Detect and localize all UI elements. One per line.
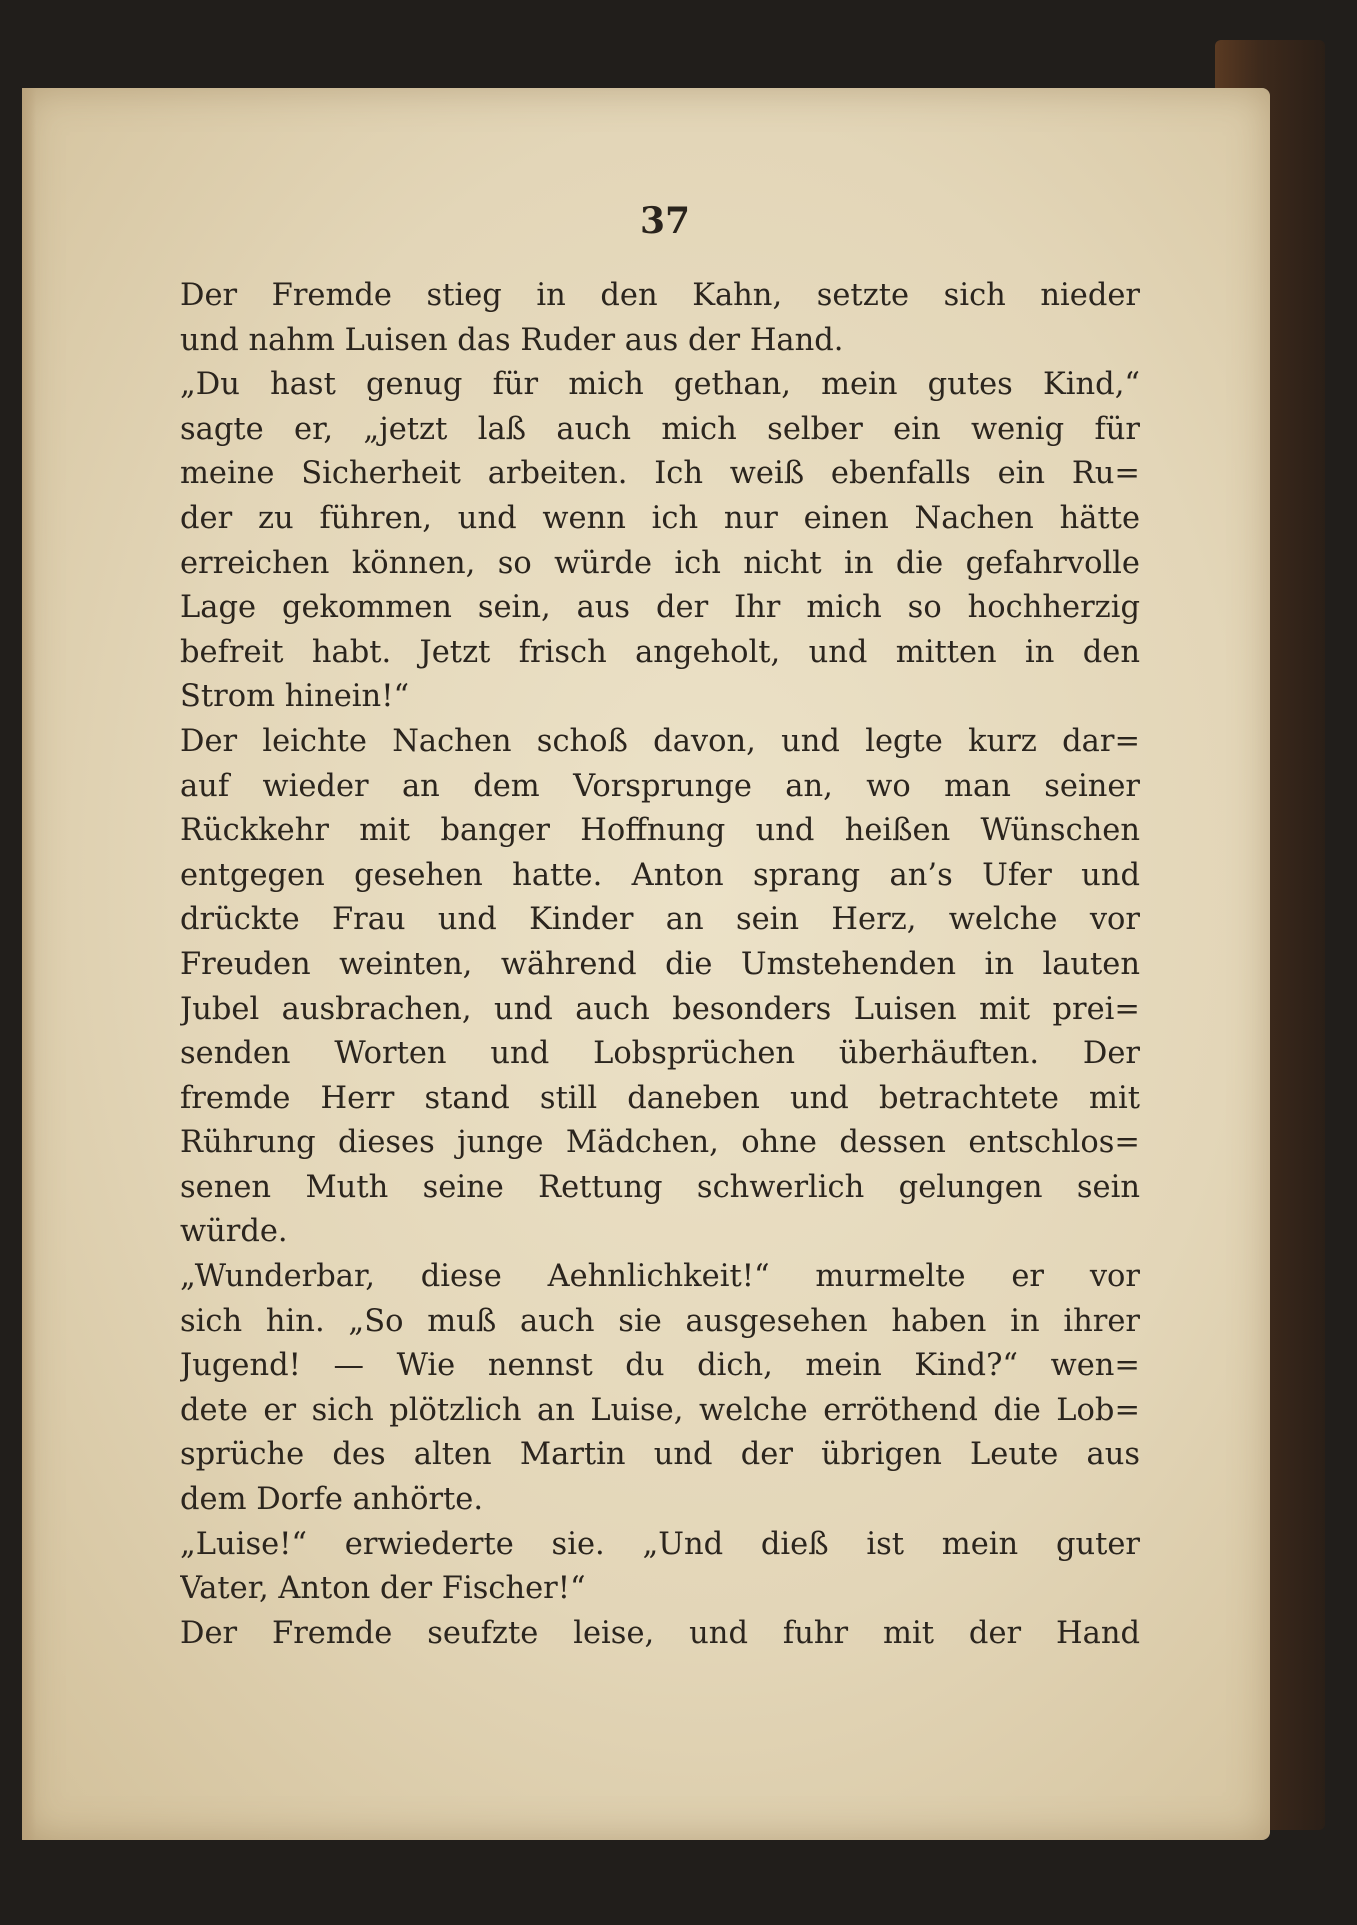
text-line: sich hin. „So muß auch sie ausgesehen haben in ihrer xyxy=(180,1303,1140,1339)
text-line: „Wunderbar, diese Aehnlichkeit!“ murmelte er vor xyxy=(180,1259,1140,1295)
book-page xyxy=(22,88,1270,1840)
text-line: Vater, Anton der Fischer!“ xyxy=(180,1571,586,1607)
text-line: befreit habt. Jetzt frisch angeholt, und mitten in den xyxy=(180,634,1140,670)
text-line: „Luise!“ erwiederte sie. „Und dieß ist mein guter xyxy=(180,1526,1140,1562)
text-line: Strom hinein!“ xyxy=(180,679,410,715)
text-line: und nahm Luisen das Ruder aus der Hand. xyxy=(180,322,844,358)
text-line: senen Muth seine Rettung schwerlich gelungen sein xyxy=(180,1169,1140,1205)
text-line: Rührung dieses junge Mädchen, ohne dessen entschlos= xyxy=(180,1125,1140,1161)
text-line: senden Worten und Lobsprüchen überhäuften. Der xyxy=(180,1036,1140,1072)
text-line: auf wieder an dem Vorsprunge an, wo man seiner xyxy=(180,768,1140,804)
page-body-text xyxy=(180,274,1140,1656)
text-line: meine Sicherheit arbeiten. Ich weiß ebenfalls ein Ru= xyxy=(180,456,1140,492)
text-line: Freuden weinten, während die Umstehenden in lauten xyxy=(180,946,1140,982)
text-line: „Du hast genug für mich gethan, mein gutes Kind,“ xyxy=(180,367,1140,403)
text-line: dete er sich plötzlich an Luise, welche erröthend die Lob= xyxy=(180,1392,1140,1428)
text-line: dem Dorfe anhörte. xyxy=(180,1482,484,1518)
text-line: der zu führen, und wenn ich nur einen Nachen hätte xyxy=(180,500,1140,536)
text-line: entgegen gesehen hatte. Anton sprang an’s Ufer und xyxy=(180,857,1140,893)
page-gutter xyxy=(22,88,36,1840)
text-line: Der leichte Nachen schoß davon, und legte kurz dar= xyxy=(180,723,1140,759)
text-line: Rückkehr mit banger Hoffnung und heißen Wünschen xyxy=(180,813,1140,849)
text-line: Lage gekommen sein, aus der Ihr mich so hochherzig xyxy=(180,590,1140,626)
text-line: Jugend! — Wie nennst du dich, mein Kind?“ wen= xyxy=(180,1348,1140,1384)
page-number: 37 xyxy=(640,200,691,242)
text-line: Der Fremde seufzte leise, und fuhr mit der Hand xyxy=(180,1615,1140,1651)
text-line: würde. xyxy=(180,1214,288,1250)
text-line: Der Fremde stieg in den Kahn, setzte sich nieder xyxy=(180,278,1140,313)
text-line: erreichen können, so würde ich nicht in die gefahrvolle xyxy=(180,545,1140,581)
text-line: sprüche des alten Martin und der übrigen Leute aus xyxy=(180,1437,1140,1473)
text-line: Jubel ausbrachen, und auch besonders Luisen mit prei= xyxy=(180,991,1140,1027)
text-line: fremde Herr stand still daneben und betrachtete mit xyxy=(180,1080,1140,1116)
text-line: sagte er, „jetzt laß auch mich selber ein wenig für xyxy=(180,411,1140,447)
text-line: drückte Frau und Kinder an sein Herz, welche vor xyxy=(180,902,1140,938)
